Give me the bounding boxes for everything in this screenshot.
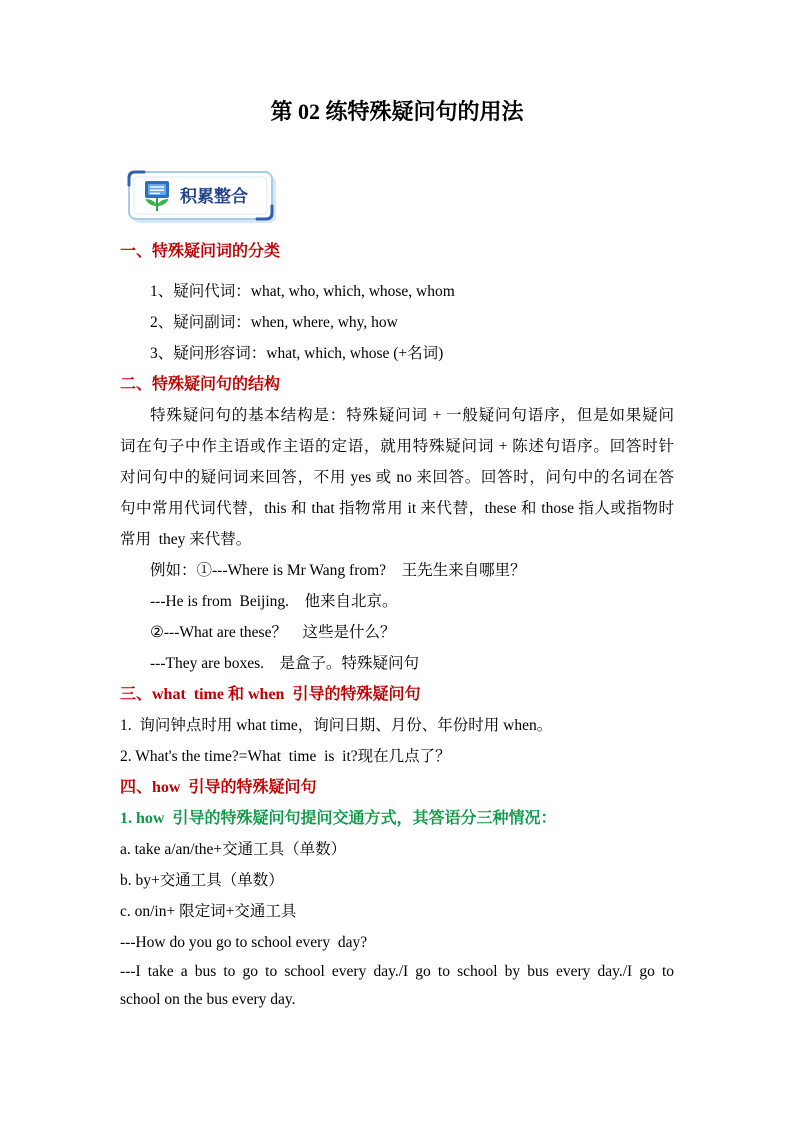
structure-paragraph — [120, 400, 674, 555]
list-item: 1、疑问代词：what, who, which, whose, whom — [150, 283, 455, 300]
example-question: ---How do you go to school every day? — [120, 934, 368, 951]
paragraph-line: 对问句中的疑问词来回答，不用 yes 或 no 来回答。回答时，问句中的名词在答 — [120, 469, 674, 486]
rule-line: c. on/in+ 限定词+交通工具 — [120, 903, 297, 920]
rule-line: 2. What's the time?=What time is it?现在几点了？ — [120, 748, 451, 765]
section-heading: 二、特殊疑问句的结构 — [120, 376, 281, 393]
section-badge — [126, 169, 278, 225]
example-line: ---He is from Beijing. 他来自北京。 — [150, 593, 398, 610]
document-body — [120, 236, 674, 1014]
section-heading: 一、特殊疑问词的分类 — [120, 243, 281, 260]
page-title: 第 02 练特殊疑问句的用法 — [270, 99, 524, 124]
section-question-structure — [120, 369, 674, 679]
paragraph-line: 句中常用代词代替，this 和 that 指物常用 it 来代替，these 和 those 指人或指物时 — [120, 500, 674, 517]
badge-label: 积累整合 — [180, 187, 248, 206]
section-heading: 三、what time 和 when 引导的特殊疑问句 — [120, 686, 421, 703]
example-answer — [120, 958, 674, 1014]
paragraph-line: 特殊疑问句的基本结构是：特殊疑问词 + 一般疑问句语序，但是如果疑问 — [150, 407, 674, 424]
paragraph-line: 词在句子中作主语或作主语的定语，就用特殊疑问词 + 陈述句语序。回答时针 — [120, 438, 674, 455]
section-how-questions — [120, 772, 674, 1014]
example-line: ---They are boxes. 是盒子。特殊疑问句 — [150, 655, 420, 672]
section-subheading: 1. how 引导的特殊疑问句提问交通方式，其答语分三种情况： — [120, 810, 557, 827]
rule-line: a. take a/an/the+交通工具（单数） — [120, 841, 347, 858]
question-word-list — [120, 276, 674, 369]
list-item: 2、疑问副词：when, where, why, how — [150, 314, 398, 331]
example-list — [120, 555, 674, 679]
paragraph-line: 常用 they 来代替。 — [120, 531, 252, 548]
section-question-word-types — [120, 236, 674, 369]
rule-line: 1. 询问钟点时用 what time，询问日期、月份、年份时用 when。 — [120, 717, 553, 734]
section-heading: 四、how 引导的特殊疑问句 — [120, 779, 317, 796]
example-line: ②---What are these？ 这些是什么？ — [150, 624, 396, 641]
answer-line: ---I take a bus to go to school every day./I go to school by bus every day./I go to — [120, 963, 674, 980]
example-line: 例如：①---Where is Mr Wang from? 王先生来自哪里？ — [150, 562, 526, 579]
list-item: 3、疑问形容词：what, which, whose (+名词) — [150, 345, 444, 362]
section-what-time-when — [120, 679, 674, 772]
rule-line: b. by+交通工具（单数） — [120, 872, 284, 889]
answer-line: school on the bus every day. — [120, 991, 296, 1008]
